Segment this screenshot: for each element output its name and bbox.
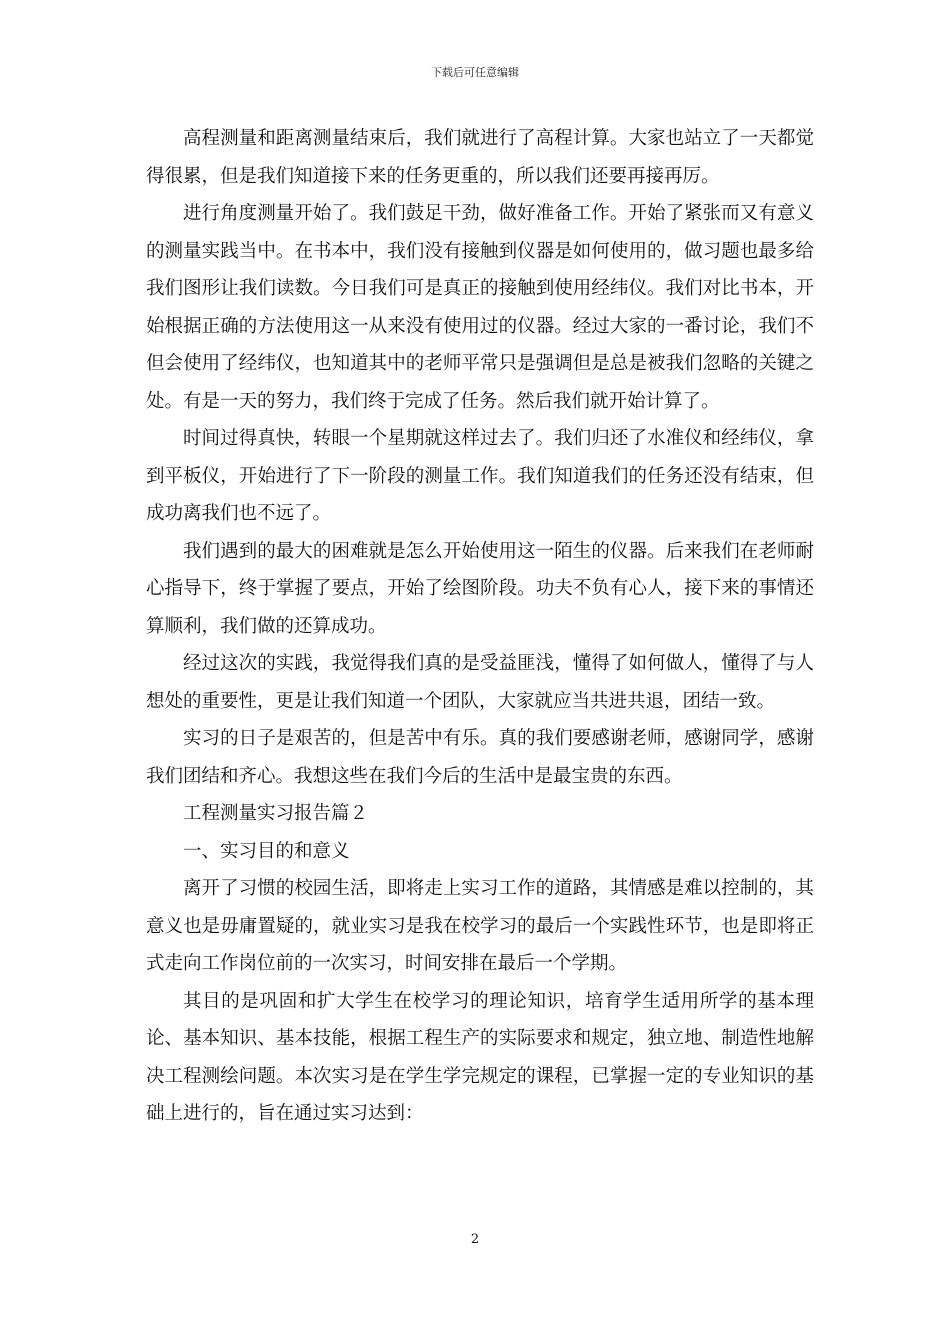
paragraph: 其目的是巩固和扩大学生在校学习的理论知识，培育学生适用所学的基本理论、基本知识、基本技能，根据工程生产的实际要求和规定，独立地、制造性地解决工程测绘问题。本次实习是在学生学完规定的课程，已掌握一定的专业知识的基础上进行的，旨在通过实习达到： <box>146 990 814 1124</box>
paragraph: 离开了习惯的校园生活，即将走上实习工作的道路，其情感是难以控制的，其意义也是毋庸置疑的，就业实习是我在校学习的最后一个实践性环节，也是即将正式走向工作岗位前的一次实习，时间安排在最后一个学期。 <box>146 878 814 974</box>
section-title: 工程测量实习报告篇２ <box>183 803 369 824</box>
paragraph: 实习的日子是艰苦的，但是苦中有乐。真的我们要感谢老师，感谢同学，感谢我们团结和齐心。我想这些在我们今后的生活中是最宝贵的东西。 <box>146 728 814 787</box>
paragraph: 我们遇到的最大的困难就是怎么开始使用这一陌生的仪器。后来我们在老师耐心指导下，终于掌握了要点，开始了绘图阶段。功夫不负有心人，接下来的事情还算顺利，我们做的还算成功。 <box>146 540 814 637</box>
section-heading: 一、实习目的和意义 <box>183 840 350 862</box>
paragraph: 高程测量和距离测量结束后，我们就进行了高程计算。大家也站立了一天都觉得很累，但是我们知道接下来的任务更重的，所以我们还要再接再厉。 <box>146 128 814 187</box>
paragraph: 经过这次的实践，我觉得我们真的是受益匪浅，懂得了如何做人，懂得了与人想处的重要性，更是让我们知道一个团队，大家就应当共进共退，团结一致。 <box>146 653 814 712</box>
document-body <box>146 120 814 1133</box>
page-number: 2 <box>470 1232 480 1247</box>
paragraph: 时间过得真快，转眼一个星期就这样过去了。我们归还了水准仪和经纬仪，拿到平板仪，开始进行了下一阶段的测量工作。我们知道我们的任务还没有结束，但成功离我们也不远了。 <box>146 428 814 524</box>
page-header: 下载后可任意编辑 <box>431 66 519 79</box>
paragraph: 进行角度测量开始了。我们鼓足干劲，做好准备工作。开始了紧张而又有意义的测量实践当中。在书本中，我们没有接触到仪器是如何使用的，做习题也最多给我们图形让我们读数。今日我们可是真正的接触到使用经纬仪。我们对比书本，开始根据正确的方法使用这一从来没有使用过的仪器。经过大家的一番讨论，我们不但会使用了经纬仪，也知道其中的老师平常只是强调但是总是被我们忽略的关键之处。有是一天的努力，我们终于完成了任务。然后我们就开始计算了。 <box>146 203 814 412</box>
